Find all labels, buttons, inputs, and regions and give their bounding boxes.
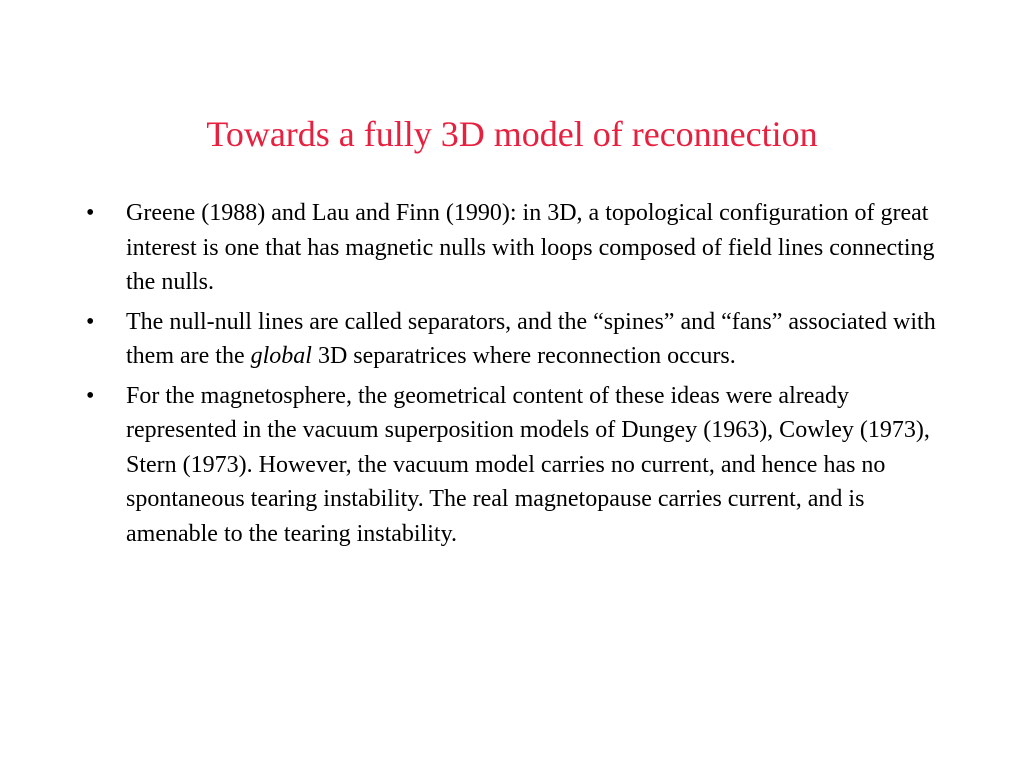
bullet-text: Greene (1988) and Lau and Finn (1990): in 3D, a topological configuration of great interest is one that has magnetic nulls with loops composed of field lines connecting the nulls.	[126, 200, 935, 295]
bullet-text: For the magnetosphere, the geometrical content of these ideas were already represented in the vacuum superposition models of Dungey (1963), Cowley (1973), Stern (1973). However, the vacuum model carries no current, and hence has no spontaneous tearing instability. The real magnetopause carries current, and is amenable to the tearing instability.	[126, 382, 930, 547]
slide-title: Towards a fully 3D model of reconnection	[206, 114, 818, 154]
bullet-text-after: 3D separatrices where reconnection occurs.	[311, 343, 736, 369]
bullet-item	[82, 196, 962, 300]
bullet-marker: •	[86, 200, 95, 226]
bullet-marker: •	[86, 308, 95, 335]
bullet-marker: •	[86, 382, 95, 409]
bullet-emphasis: global	[250, 343, 312, 369]
bullet-item	[82, 379, 962, 552]
bullet-list	[82, 196, 962, 556]
bullet-text-before: The null-null lines are called separators, and the “spines” and “fans” associated with them are the	[126, 308, 936, 369]
bullet-text	[126, 309, 936, 370]
bullet-item	[82, 305, 962, 374]
